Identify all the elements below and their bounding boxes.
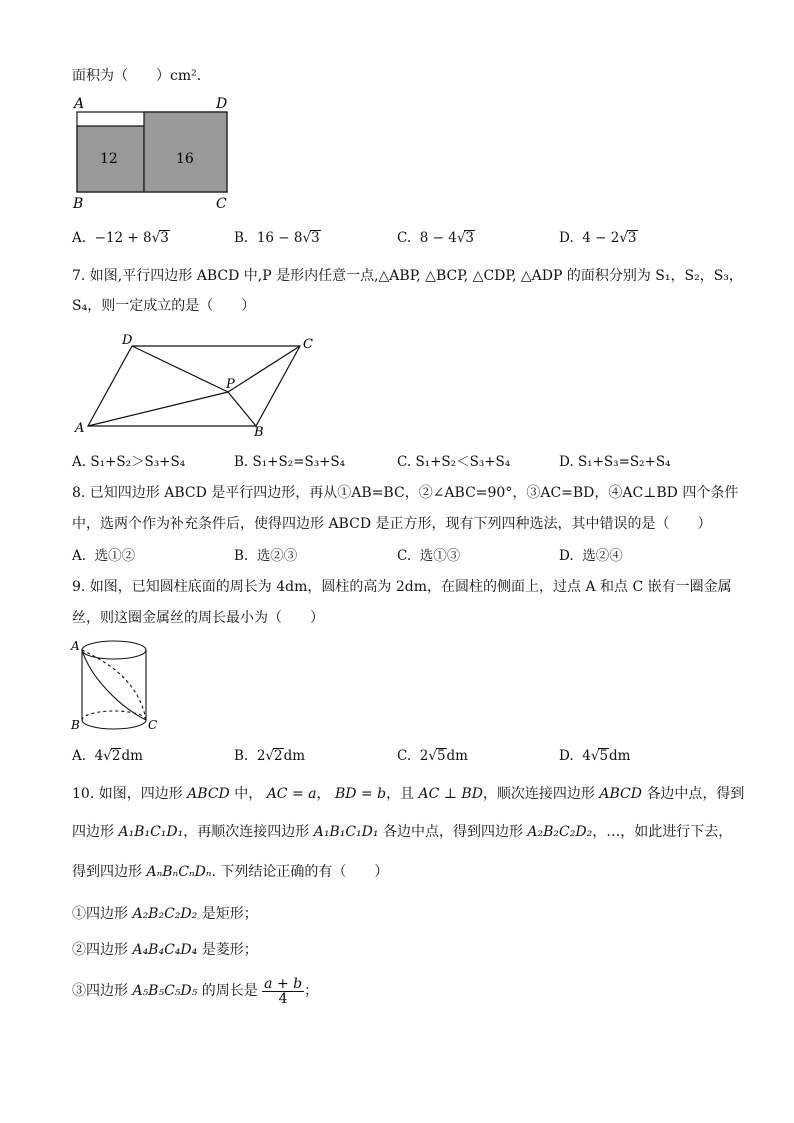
q9-label-C: C: [148, 718, 158, 732]
q6-option-b: B. 16 − 8√3: [234, 230, 320, 246]
q10-stem-line1: 10. 如图，四边形 ABCD 中， AC = a， BD = b，且 AC ⊥ BD，顺次连接四边形 ABCD 各边中点，得到: [72, 786, 745, 802]
q10-fraction: $\frac{a + b}{4}$: [264, 975, 303, 1007]
q6-left-value: 12: [100, 151, 118, 167]
q9-label-B: B: [71, 718, 80, 732]
q6-right-value: 16: [176, 151, 194, 167]
q8-stem-line1: 8. 已知四边形 ABCD 是平行四边形，再从①AB=BC，②∠ABC=90°，③AC=BD，④AC⊥BD 四个条件: [72, 485, 739, 501]
q8-option-d: D. 选②④: [559, 548, 623, 564]
q6-option-c: C. 8 − 4√3: [397, 230, 475, 246]
q10-statement-1: ①四边形 A₂B₂C₂D₂ 是矩形；: [72, 906, 258, 922]
q7-option-a: A. S₁+S₂＞S₃+S₄: [72, 454, 186, 470]
q6-label-B: B: [73, 196, 84, 212]
q6-tail-text: 面积为（ ）cm²．: [72, 68, 211, 84]
q9-option-c: C. 2√5dm: [397, 748, 468, 764]
q7-stem-line2: S₄，则一定成立的是（ ）: [72, 298, 256, 314]
q6-label-A: A: [74, 96, 85, 112]
q7-option-d: D. S₁+S₃=S₂+S₄: [559, 454, 671, 470]
q7-stem-line1: 7. 如图,平行四边形 ABCD 中,P 是形内任意一点,△ABP, △BCP, △CDP, △ADP 的面积分别为 S₁，S₂，S₃，: [72, 268, 743, 284]
q6-option-a: A. −12 + 8√3: [72, 230, 169, 246]
q8-option-c: C. 选①③: [397, 548, 461, 564]
q9-option-d: D. 4√5dm: [559, 748, 631, 764]
q10-statement-2: ②四边形 A₄B₄C₄D₄ 是菱形；: [72, 942, 258, 958]
q10-statement-3: ③四边形 A₅B₅C₅D₅ 的周长是 $\frac{a + b}{4}$ ；: [72, 975, 319, 1007]
q7-label-P: P: [226, 377, 235, 392]
q7-option-c: C. S₁+S₂＜S₃+S₄: [397, 454, 511, 470]
q10-stem-line2: 四边形 A₁B₁C₁D₁，再顺次连接四边形 A₁B₁C₁D₁ 各边中点，得到四边形 A₂B₂C₂D₂，…，如此进行下去，: [72, 824, 733, 840]
q8-option-b: B. 选②③: [234, 548, 298, 564]
q7-label-B: B: [254, 425, 264, 438]
q7-figure: [70, 332, 330, 438]
q7-label-A: A: [75, 421, 85, 436]
q9-option-a: A. 4√2dm: [72, 748, 143, 764]
q7-label-C: C: [303, 337, 313, 352]
q6-option-d: D. 4 − 2√3: [559, 230, 637, 246]
q7-option-b: B. S₁+S₂=S₃+S₄: [234, 454, 346, 470]
q6-label-D: D: [216, 96, 228, 112]
q7-label-D: D: [122, 333, 133, 348]
q9-option-b: B. 2√2dm: [234, 748, 306, 764]
q8-stem-line2: 中，选两个作为补充条件后，使得四边形 ABCD 是正方形，现有下列四种选法，其中错误的是（ ）: [72, 516, 712, 532]
q6-label-C: C: [216, 196, 227, 212]
q6-figure: [68, 94, 238, 214]
q9-stem-line2: 丝，则这圈金属丝的周长最小为（ ）: [72, 610, 324, 626]
q9-label-A: A: [71, 639, 80, 653]
q10-stem-line3: 得到四边形 AₙBₙCₙDₙ. 下列结论正确的有（ ）: [72, 864, 389, 880]
q9-stem-line1: 9. 如图，已知圆柱底面的周长为 4dm，圆柱的高为 2dm，在圆柱的侧面上，过点 A 和点 C 嵌有一圈金属: [72, 579, 732, 595]
q8-option-a: A. 选①②: [72, 548, 136, 564]
q9-cylinder-figure: [68, 636, 164, 736]
